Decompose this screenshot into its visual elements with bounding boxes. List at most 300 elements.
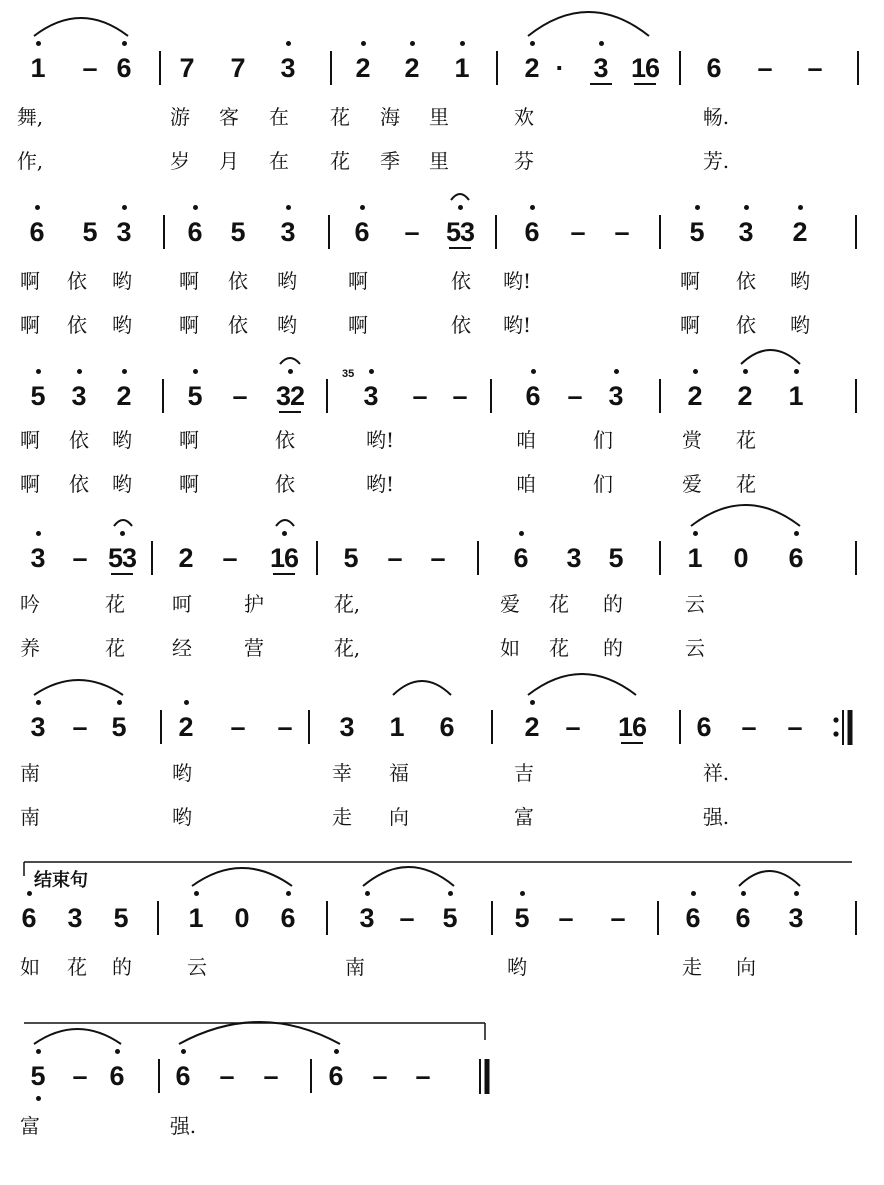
high-octave-dot — [530, 205, 535, 210]
lyric-syllable: 游 — [170, 105, 190, 129]
note: 6 — [116, 53, 132, 83]
note: 3 — [30, 543, 46, 573]
lyric-syllable: 畅. — [702, 105, 730, 129]
note: 16 — [270, 543, 299, 573]
note: 32 — [276, 381, 305, 411]
high-octave-dot — [361, 41, 366, 46]
note: – — [614, 217, 630, 247]
note: 5 — [30, 1061, 46, 1091]
lyric-syllable: 花, — [333, 592, 361, 616]
note: 5 — [82, 217, 98, 247]
lyric-syllable: 云 — [187, 955, 207, 979]
high-octave-dot — [184, 700, 189, 705]
lyric-syllable: 哟! — [502, 269, 532, 293]
note: 5 — [111, 712, 127, 742]
high-octave-dot — [36, 1049, 41, 1054]
slur — [528, 674, 636, 695]
note: · — [555, 53, 565, 83]
note: 3 — [280, 53, 296, 83]
high-octave-dot — [614, 369, 619, 374]
barline — [162, 379, 164, 413]
high-octave-dot — [77, 369, 82, 374]
high-octave-dot — [194, 891, 199, 896]
note: 6 — [29, 217, 45, 247]
note: – — [72, 712, 88, 742]
lyric-syllable: 里 — [429, 105, 449, 129]
lyric-syllable: 富 — [20, 1114, 40, 1138]
lyric-syllable: 南 — [345, 955, 365, 979]
note: – — [219, 1061, 235, 1091]
note: – — [263, 1061, 279, 1091]
high-octave-dot — [460, 41, 465, 46]
note: – — [430, 543, 446, 573]
note: – — [230, 712, 246, 742]
note: – — [232, 381, 248, 411]
lyric-syllable: 营 — [244, 636, 264, 660]
high-octave-dot — [120, 531, 125, 536]
note: – — [387, 543, 403, 573]
lyric-syllable: 欢 — [514, 105, 534, 129]
barline — [330, 51, 332, 85]
barline — [495, 215, 497, 249]
barline — [491, 901, 493, 935]
high-octave-dot — [282, 531, 287, 536]
lyric-syllable: 们 — [593, 428, 613, 452]
high-octave-dot — [794, 369, 799, 374]
lyric-syllable: 依 — [275, 472, 295, 496]
slur — [192, 868, 292, 886]
note: – — [222, 543, 238, 573]
barline — [657, 901, 659, 935]
barline — [496, 51, 498, 85]
note: 6 — [525, 381, 541, 411]
note: 7 — [230, 53, 246, 83]
high-octave-dot — [193, 205, 198, 210]
high-octave-dot — [36, 41, 41, 46]
note: 5 — [343, 543, 359, 573]
high-octave-dot — [122, 205, 127, 210]
note: 1 — [389, 712, 405, 742]
lyric-syllable: 花 — [105, 636, 125, 660]
lyric-syllable: 依 — [451, 313, 471, 337]
lyric-syllable: 哟 — [790, 313, 810, 337]
barline — [855, 379, 857, 413]
note: 3 — [788, 903, 804, 933]
lyric-syllable: 哟 — [112, 269, 132, 293]
high-octave-dot — [741, 891, 746, 896]
slur — [179, 1022, 340, 1044]
high-octave-dot — [334, 1049, 339, 1054]
lyric-syllable: 花 — [736, 428, 756, 452]
lyric-syllable: 花 — [67, 955, 87, 979]
lyric-syllable: 的 — [112, 955, 132, 979]
note: – — [277, 712, 293, 742]
lyric-syllable: 啊 — [179, 428, 199, 452]
note: – — [404, 217, 420, 247]
note: – — [72, 543, 88, 573]
slur — [741, 350, 800, 364]
lyric-syllable: 芳. — [702, 149, 730, 173]
lyric-syllable: 云 — [685, 592, 705, 616]
high-octave-dot — [695, 205, 700, 210]
high-octave-dot — [693, 531, 698, 536]
lyric-syllable: 护 — [244, 592, 264, 616]
barline — [163, 215, 165, 249]
high-octave-dot — [744, 205, 749, 210]
note: 6 — [735, 903, 751, 933]
note: 2 — [355, 53, 371, 83]
lyric-syllable: 吉 — [514, 761, 534, 785]
high-octave-dot — [36, 531, 41, 536]
note: 6 — [524, 217, 540, 247]
barline — [679, 51, 681, 85]
ending-label: 结束句 — [34, 870, 88, 890]
high-octave-dot — [794, 891, 799, 896]
lyric-syllable: 呵 — [172, 592, 192, 616]
lyric-syllable: 哟! — [365, 472, 395, 496]
lyric-syllable: 云 — [685, 636, 705, 660]
barline — [679, 710, 681, 744]
barline — [326, 379, 328, 413]
note: 2 — [737, 381, 753, 411]
note: – — [415, 1061, 431, 1091]
lyric-syllable: 哟 — [790, 269, 810, 293]
lyric-syllable: 依 — [228, 313, 248, 337]
high-octave-dot — [115, 1049, 120, 1054]
note: 5 — [689, 217, 705, 247]
lyric-syllable: 咱 — [516, 472, 536, 496]
high-octave-dot — [27, 891, 32, 896]
lyric-syllable: 花 — [736, 472, 756, 496]
lyric-syllable: 啊 — [179, 313, 199, 337]
slur — [34, 18, 128, 36]
lyric-syllable: 依 — [69, 472, 89, 496]
lyric-syllable: 祥. — [702, 761, 730, 785]
grace-note: 35 — [342, 368, 355, 380]
lyric-syllable: 哟! — [502, 313, 532, 337]
barline — [855, 541, 857, 575]
repeat-dot — [833, 731, 838, 736]
note: 3 — [71, 381, 87, 411]
slur — [528, 12, 649, 36]
barline — [316, 541, 318, 575]
lyric-syllable: 依 — [275, 428, 295, 452]
lyric-syllable: 向 — [736, 955, 756, 979]
note: – — [82, 53, 98, 83]
note: – — [570, 217, 586, 247]
high-octave-dot — [743, 369, 748, 374]
note: 6 — [109, 1061, 125, 1091]
barline — [158, 1059, 160, 1093]
high-octave-dot — [448, 891, 453, 896]
note: 3 — [116, 217, 132, 247]
lyric-syllable: 依 — [67, 269, 87, 293]
high-octave-dot — [365, 891, 370, 896]
barline — [855, 215, 857, 249]
high-octave-dot — [193, 369, 198, 374]
high-octave-dot — [599, 41, 604, 46]
note: 2 — [524, 53, 540, 83]
lyric-syllable: 哟 — [112, 428, 132, 452]
barline — [328, 215, 330, 249]
note: 2 — [524, 712, 540, 742]
note: 1 — [188, 903, 204, 933]
lyric-syllable: 富 — [514, 805, 534, 829]
note: 3 — [738, 217, 754, 247]
note: 2 — [404, 53, 420, 83]
note: 1 — [30, 53, 46, 83]
note: – — [757, 53, 773, 83]
note: 5 — [113, 903, 129, 933]
lyric-syllable: 如 — [500, 636, 520, 660]
note: 6 — [187, 217, 203, 247]
note: 6 — [513, 543, 529, 573]
note: 2 — [178, 543, 194, 573]
lyric-syllable: 啊 — [20, 472, 40, 496]
high-octave-dot — [286, 891, 291, 896]
high-octave-dot — [693, 369, 698, 374]
note: 3 — [608, 381, 624, 411]
note: 6 — [354, 217, 370, 247]
barline — [160, 710, 162, 744]
lyric-syllable: 海 — [380, 105, 400, 129]
high-octave-dot — [286, 205, 291, 210]
slur — [393, 681, 451, 695]
high-octave-dot — [181, 1049, 186, 1054]
note: 2 — [116, 381, 132, 411]
lyric-syllable: 啊 — [680, 313, 700, 337]
lyric-syllable: 月 — [219, 149, 239, 173]
lyric-syllable: 啊 — [20, 428, 40, 452]
high-octave-dot — [691, 891, 696, 896]
lyric-syllable: 南 — [20, 761, 40, 785]
note: – — [741, 712, 757, 742]
note: – — [567, 381, 583, 411]
high-octave-dot — [794, 531, 799, 536]
lyric-syllable: 啊 — [20, 269, 40, 293]
note: 5 — [514, 903, 530, 933]
barline — [659, 379, 661, 413]
lyric-syllable: 依 — [69, 428, 89, 452]
note: 0 — [234, 903, 250, 933]
high-octave-dot — [530, 700, 535, 705]
note: 3 — [280, 217, 296, 247]
lyric-syllable: 如 — [20, 955, 40, 979]
lyric-syllable: 在 — [269, 105, 289, 129]
lyric-syllable: 爱 — [682, 472, 702, 496]
lyric-syllable: 啊 — [348, 269, 368, 293]
high-octave-dot — [520, 891, 525, 896]
lyric-syllable: 幸 — [332, 761, 352, 785]
high-octave-dot — [458, 205, 463, 210]
high-octave-dot — [519, 531, 524, 536]
barline — [308, 710, 310, 744]
note: 3 — [566, 543, 582, 573]
lyric-syllable: 花 — [330, 105, 350, 129]
lyric-syllable: 哟 — [277, 269, 297, 293]
note: 5 — [187, 381, 203, 411]
barline — [159, 51, 161, 85]
high-octave-dot — [122, 41, 127, 46]
note: 53 — [446, 217, 475, 247]
note: 3 — [30, 712, 46, 742]
lyric-syllable: 的 — [603, 592, 623, 616]
lyric-syllable: 哟 — [172, 761, 192, 785]
note: 5 — [608, 543, 624, 573]
lyric-syllable: 芬 — [514, 149, 534, 173]
lyric-syllable: 强. — [702, 805, 730, 829]
lyric-syllable: 花 — [330, 149, 350, 173]
high-octave-dot — [35, 205, 40, 210]
note: 3 — [339, 712, 355, 742]
lyric-syllable: 作, — [16, 149, 44, 173]
note: 1 — [687, 543, 703, 573]
note: 6 — [280, 903, 296, 933]
high-octave-dot — [530, 41, 535, 46]
slur — [739, 871, 800, 886]
note: 6 — [685, 903, 701, 933]
barline — [326, 901, 328, 935]
slur — [34, 680, 123, 695]
note: – — [372, 1061, 388, 1091]
lyric-syllable: 吟 — [20, 592, 40, 616]
high-octave-dot — [798, 205, 803, 210]
note: – — [558, 903, 574, 933]
note: 7 — [179, 53, 195, 83]
note: 3 — [359, 903, 375, 933]
lyric-syllable: 客 — [219, 105, 239, 129]
repeat-dot — [833, 717, 838, 722]
note: 1 — [454, 53, 470, 83]
lyric-syllable: 强. — [169, 1114, 197, 1138]
slur — [276, 520, 294, 526]
note: 3 — [587, 52, 615, 84]
lyric-syllable: 依 — [736, 269, 756, 293]
note: 6 — [788, 543, 804, 573]
barline — [659, 215, 661, 249]
lyric-syllable: 养 — [20, 636, 40, 660]
note: 6 — [696, 712, 712, 742]
high-octave-dot — [531, 369, 536, 374]
lyric-syllable: 的 — [603, 636, 623, 660]
note: 16 — [631, 53, 660, 83]
note: 1 — [788, 381, 804, 411]
lyric-syllable: 哟 — [277, 313, 297, 337]
slur — [451, 194, 469, 200]
note: 3 — [363, 381, 379, 411]
slur — [363, 867, 454, 886]
lyric-syllable: 赏 — [682, 428, 702, 452]
lyric-syllable: 花 — [105, 592, 125, 616]
lyric-syllable: 们 — [593, 472, 613, 496]
lyric-syllable: 走 — [682, 955, 702, 979]
slur — [114, 520, 132, 526]
lyric-syllable: 咱 — [516, 428, 536, 452]
note: 2 — [178, 712, 194, 742]
lyric-syllable: 向 — [389, 805, 409, 829]
lyric-syllable: 福 — [389, 761, 409, 785]
high-octave-dot — [286, 41, 291, 46]
lyric-syllable: 哟 — [112, 472, 132, 496]
lyric-syllable: 啊 — [179, 472, 199, 496]
barline — [477, 541, 479, 575]
lyric-syllable: 南 — [20, 805, 40, 829]
note: – — [72, 1061, 88, 1091]
barline — [157, 901, 159, 935]
lyric-syllable: 依 — [451, 269, 471, 293]
lyric-syllable: 在 — [269, 149, 289, 173]
high-octave-dot — [288, 369, 293, 374]
barline — [659, 541, 661, 575]
note: – — [565, 712, 581, 742]
barline — [151, 541, 153, 575]
lyric-syllable: 爱 — [500, 592, 520, 616]
note: 5 — [442, 903, 458, 933]
note: 16 — [618, 712, 647, 742]
lyric-syllable: 岁 — [170, 149, 190, 173]
note: 53 — [108, 543, 137, 573]
note: – — [412, 381, 428, 411]
low-octave-dot — [36, 1096, 41, 1101]
note: 6 — [706, 53, 722, 83]
note: 6 — [175, 1061, 191, 1091]
slur — [280, 358, 300, 364]
note: – — [399, 903, 415, 933]
note: – — [807, 53, 823, 83]
note: 5 — [30, 381, 46, 411]
lyric-syllable: 啊 — [179, 269, 199, 293]
note: 0 — [733, 543, 749, 573]
lyric-syllable: 哟! — [365, 428, 395, 452]
barline — [491, 710, 493, 744]
high-octave-dot — [410, 41, 415, 46]
barline — [310, 1059, 312, 1093]
lyric-syllable: 啊 — [680, 269, 700, 293]
note: 3 — [67, 903, 83, 933]
note: 6 — [328, 1061, 344, 1091]
lyric-syllable: 哟 — [172, 805, 192, 829]
lyric-syllable: 啊 — [20, 313, 40, 337]
note: 5 — [230, 217, 246, 247]
high-octave-dot — [369, 369, 374, 374]
barline — [857, 51, 859, 85]
barline — [855, 901, 857, 935]
note: 2 — [687, 381, 703, 411]
high-octave-dot — [122, 369, 127, 374]
note: – — [610, 903, 626, 933]
high-octave-dot — [36, 369, 41, 374]
lyric-syllable: 啊 — [348, 313, 368, 337]
high-octave-dot — [117, 700, 122, 705]
note: – — [787, 712, 803, 742]
lyric-syllable: 里 — [429, 149, 449, 173]
note: 2 — [792, 217, 808, 247]
lyric-syllable: 依 — [228, 269, 248, 293]
barline — [490, 379, 492, 413]
lyric-syllable: 花 — [549, 592, 569, 616]
lyric-syllable: 走 — [332, 805, 352, 829]
slur — [691, 505, 800, 526]
lyric-syllable: 舞, — [16, 105, 44, 129]
note: – — [452, 381, 468, 411]
lyric-syllable: 季 — [380, 149, 400, 173]
lyric-syllable: 经 — [172, 636, 192, 660]
high-octave-dot — [360, 205, 365, 210]
lyric-syllable: 哟 — [112, 313, 132, 337]
note: 6 — [21, 903, 37, 933]
lyric-syllable: 花, — [333, 636, 361, 660]
note: 6 — [439, 712, 455, 742]
